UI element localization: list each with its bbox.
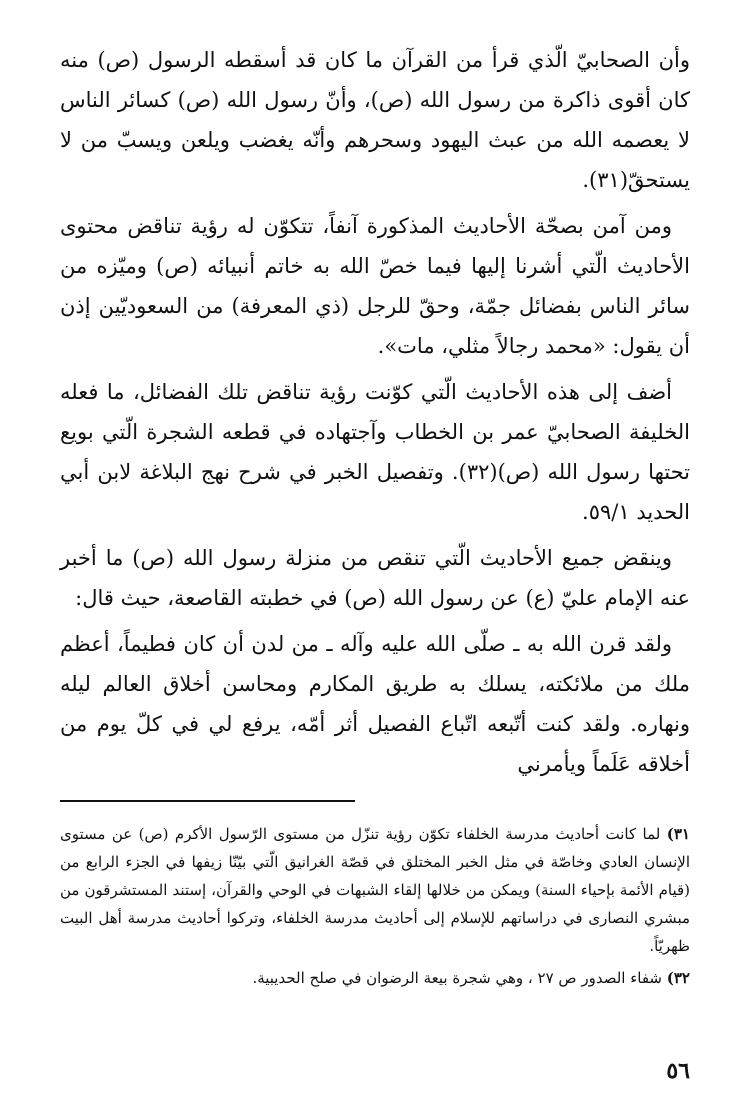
footnote-number: ٣١) bbox=[666, 825, 690, 843]
footnote-number: ٣٢) bbox=[666, 969, 690, 987]
paragraph-2: ومن آمن بصحّة الأحاديث المذكورة آنفاً، تتكوّن له رؤية تناقض محتوى الأحاديث الّتي أشرنا إليها فيما خصّ الله به خاتم أنبيائه (ص) وميّزه من سائر الناس بفضائل جمّة، وحقّ للرجل (ذي المعرفة) من السعوديّين إذن أن يقول: «محمد رجالاً مثلي، مات». bbox=[60, 214, 690, 358]
paragraph-5-quote: ولقد قرن الله به ـ صلّى الله عليه وآله ـ من لدن أن كان فطيماً، أعظم ملك من ملائكته، يسلك به طريق المكارم ومحاسن أخلاق العالم ليله ونهاره. ولقد كنت أتّبعه اتّباع الفصيل أثر أمّه، يرفع لي في كلّ يوم من أخلاقه عَلَماً ويأمرني bbox=[60, 632, 690, 776]
footnote-31 bbox=[60, 820, 690, 960]
main-text-body bbox=[60, 40, 690, 784]
document-page bbox=[60, 40, 690, 1090]
footnote-separator bbox=[60, 800, 355, 802]
paragraph-1: وأن الصحابيّ الّذي قرأ من القرآن ما كان قد أسقطه الرسول (ص) منه كان أقوى ذاكرة من رسول الله (ص)، وأنّ رسول الله (ص) كسائر الناس لا يعصمه الله من عبث اليهود وسحرهم وأنّه يغضب ويلعن ويسبّ من لا يستحقّ(٣١). bbox=[60, 48, 690, 192]
paragraph-4: وينقض جميع الأحاديث الّتي تنقص من منزلة رسول الله (ص) ما أخبر عنه الإمام عليّ (ع) عن رسول الله (ص) في خطبته القاصعة، حيث قال: bbox=[60, 546, 690, 610]
footnotes-section bbox=[60, 820, 690, 996]
footnote-text: لما كانت أحاديث مدرسة الخلفاء تكوّن رؤية تنزّل من مستوى الرّسول الأكرم (ص) عن مستوى الإنسان العادي وخاصّة في مثل الخبر المختلق في قصّة الغرانيق الّتي بيّنّا زيفها في الجزء الرابع من (قيام الأئمة بإحياء السنة) ويمكن من خلالها إلقاء الشبهات في الوحي والقرآن، إستند المستشرقون من مبشري النصارى في دراساتهم للإسلام إلى أحاديث مدرسة الخلفاء، وتركوا أحاديث مدرسة أهل البيت ظهريّاً. bbox=[60, 825, 690, 955]
paragraph-3: أضف إلى هذه الأحاديث الّتي كوّنت رؤية تناقض تلك الفضائل، ما فعله الخليفة الصحابيّ عمر بن الخطاب وآجتهاده في قطعه الشجرة الّتي بويع تحتها رسول الله (ص)(٣٢). وتفصيل الخبر في شرح نهج البلاغة لابن أبي الحديد ٥٩/١. bbox=[60, 380, 690, 524]
page-number: ٥٦ bbox=[666, 1058, 690, 1084]
footnote-text: شفاء الصدور ص ٢٧ ، وهي شجرة بيعة الرضوان في صلح الحديبية. bbox=[252, 969, 662, 987]
footnote-32 bbox=[60, 964, 690, 992]
